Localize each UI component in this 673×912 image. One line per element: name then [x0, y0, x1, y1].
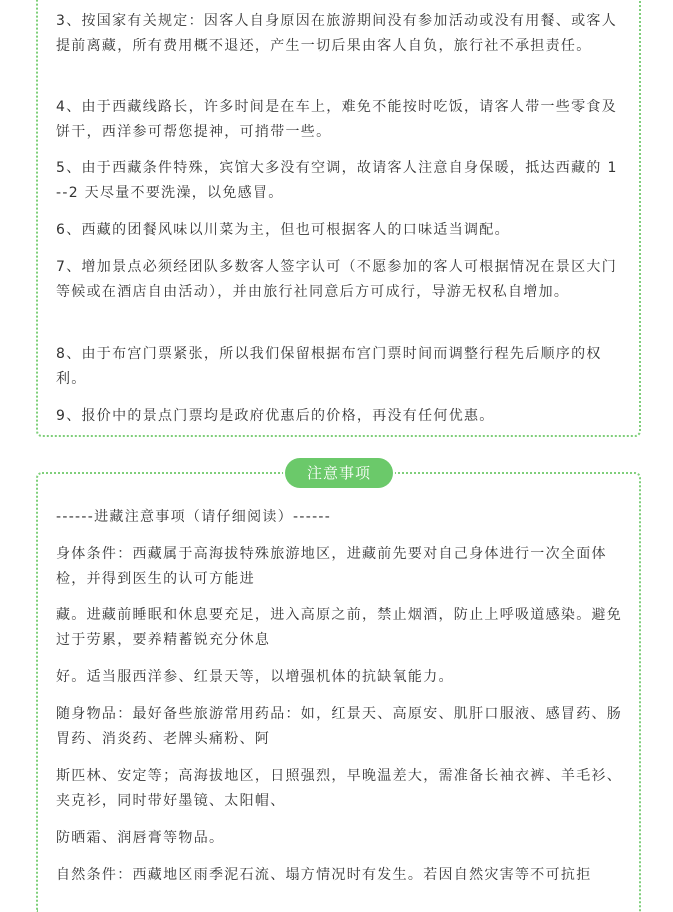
note-item-8: 8、由于布宫门票紧张，所以我们保留根据布宫门票时间而调整行程先后顺序的权利。 — [56, 346, 602, 387]
nature-condition-text: 自然条件：西藏地区雨季泥石流、塌方情况时有发生。若因自然灾害等不可抗拒 — [56, 867, 592, 883]
note-item-4: 4、由于西藏线路长，许多时间是在车上，难免不能按时吃饭，请客人带一些零食及饼干，西洋参可帮您提神，可捎带一些。 — [56, 99, 618, 140]
body-condition-text-3: 好。适当服西洋参、红景天等，以增强机体的抗缺氧能力。 — [56, 669, 454, 685]
carry-items-text-2: 斯匹林、安定等；高海拔地区，日照强烈，早晚温差大，需准备长袖衣裤、羊毛衫、夹克衫，同时带好墨镜、太阳帽、 — [56, 768, 623, 809]
section-badge: 注意事项 — [285, 458, 393, 488]
carry-items-text-3: 防晒霜、润唇膏等物品。 — [56, 830, 225, 846]
note-item-6: 6、西藏的团餐风味以川菜为主，但也可根据客人的口味适当调配。 — [56, 222, 510, 238]
body-condition-text: 身体条件：西藏属于高海拔特殊旅游地区，进藏前先要对自己身体进行一次全面体检，并得到医生的认可方能进 — [56, 546, 607, 587]
body-condition-text-2: 藏。进藏前睡眠和休息要充足，进入高原之前，禁止烟酒，防止上呼吸道感染。避免过于劳累，要养精蓄锐充分休息 — [56, 607, 623, 648]
note-item-9: 9、报价中的景点门票均是政府优惠后的价格，再没有任何优惠。 — [56, 408, 495, 424]
section-subtitle: ------进藏注意事项（请仔细阅读）------ — [56, 509, 332, 525]
note-item-7: 7、增加景点必须经团队多数客人签字认可（不愿参加的客人可根据情况在景区大门等候或在酒店自由活动），并由旅行社同意后方可成行，导游无权私自增加。 — [56, 259, 618, 300]
note-item-3: 3、按国家有关规定：因客人自身原因在旅游期间没有参加活动或没有用餐、或客人提前离藏，所有费用概不退还，产生一切后果由客人自负，旅行社不承担责任。 — [56, 13, 618, 54]
note-item-5: 5、由于西藏条件特殊，宾馆大多没有空调，故请客人注意自身保暖，抵达西藏的 1--2 天尽量不要洗澡，以免感冒。 — [56, 160, 618, 201]
carry-items-text: 随身物品：最好备些旅游常用药品：如，红景天、高原安、肌肝口服液、感冒药、肠胃药、消炎药、老牌头痛粉、阿 — [56, 706, 623, 747]
